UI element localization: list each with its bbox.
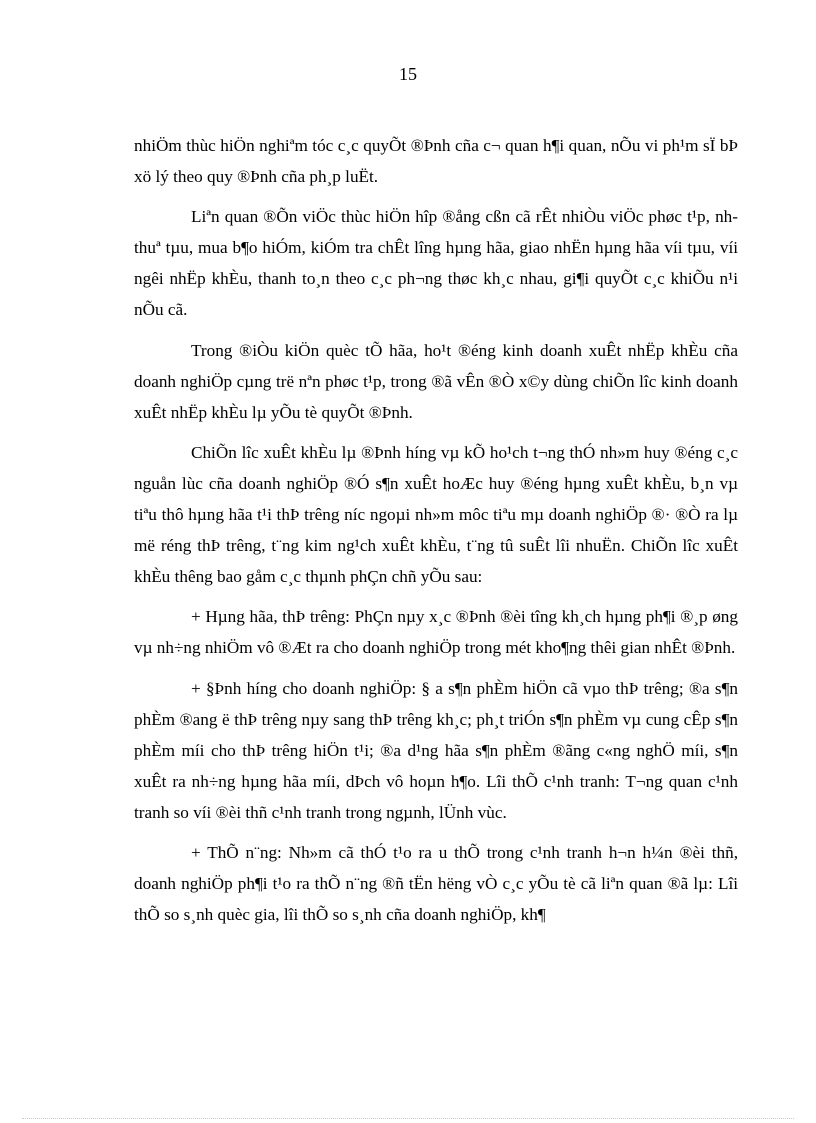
paragraph-potential: + ThÕ n¨ng: Nh»m cã thÓ t¹o ra u thÕ trong c¹nh tranh h¬n h¼n ®èi thñ, doanh nghiÖp ph¶i t¹o ra thÕ n¨ng ®ñ tËn hëng vÒ c¸c yÕu tè cã liªn quan ®ã lµ: Lîi thÕ so s¸nh quèc gia, lîi thÕ so s¸nh cña doanh nghiÖp, kh¶ [134, 842, 738, 925]
bottom-divider [22, 1118, 794, 1119]
paragraph-orientation: + §Þnh híng cho doanh nghiÖp: § a s¶n phÈm hiÖn cã vµo thÞ trêng; ®a s¶n phÈm ®ang ë thÞ trêng nµy sang thÞ trêng kh¸c; ph¸t triÓn s¶n phÈm vµ cung cÊp s¶n phÈm míi cho thÞ trêng hiÖn t¹i; ®a d¹ng hãa s¶n phÈm ®ãng c«ng nghÖ míi, s¶n xuÊt ra nh÷ng hµng hãa míi, dÞch vô hoµn h¶o. Lîi thÕ c¹nh tranh: T¬ng quan c¹nh tranh so víi ®èi thñ c¹nh tranh trong ngµnh, lÜnh vùc. [134, 678, 738, 822]
paragraph-goods-market: + Hµng hãa, thÞ trêng: PhÇn nµy x¸c ®Þnh ®èi tîng kh¸ch hµng ph¶i ®¸p øng vµ nh÷ng nhiÖm vô ®Æt ra cho doanh nghiÖp trong mét kho¶ng thêi gian nhÊt ®Þnh. [134, 607, 738, 658]
body-text [134, 130, 738, 939]
paragraph-export-strategy: ChiÕn lîc xuÊt khÈu lµ ®Þnh híng vµ kÕ ho¹ch t¬ng thÓ nh»m huy ®éng c¸c nguån lùc cña doanh nghiÖp ®Ó s¶n xuÊt hoÆc huy ®éng hµng xuÊt khÈu, b¸n vµ tiªu thô hµng hãa t¹i thÞ trêng níc ngoµi nh»m môc tiªu mµ doanh nghiÖp ®· ®Ò ra lµ më réng thÞ trêng, t¨ng kim ng¹ch xuÊt khÈu, t¨ng tû suÊt lîi nhuËn. ChiÕn lîc xuÊt khÈu thêng bao gåm c¸c thµnh phÇn chñ yÕu sau: [134, 442, 738, 587]
paragraph-contract-execution: Liªn quan ®Õn viÖc thùc hiÖn hîp ®ång cßn cã rÊt nhiÒu viÖc phøc t¹p, nh thuª tµu, mua b¶o hiÓm, kiÓm tra chÊt lîng hµng hãa, giao nhËn hµng hãa víi tµu, víi ngêi nhËp khÈu, thanh to¸n theo c¸c ph¬ng thøc kh¸c nhau, gi¶i quyÕt c¸c khiÕu n¹i nÕu cã. [134, 207, 738, 320]
page-number: 15 [399, 64, 417, 84]
paragraph-internationalization: Trong ®iÒu kiÖn quèc tÕ hãa, ho¹t ®éng kinh doanh xuÊt nhËp khÈu cña doanh nghiÖp cµng trë nªn phøc t¹p, trong ®ã vÊn ®Ò x©y dùng chiÕn lîc kinh doanh xuÊt nhËp khÈu lµ yÕu tè quyÕt ®Þnh. [134, 340, 738, 422]
paragraph-continuation: nhiÖm thùc hiÖn nghiªm tóc c¸c quyÕt ®Þnh cña c¬ quan h¶i quan, nÕu vi ph¹m sÏ bÞ xö lý theo quy ®Þnh cña ph¸p luËt. [134, 136, 738, 187]
